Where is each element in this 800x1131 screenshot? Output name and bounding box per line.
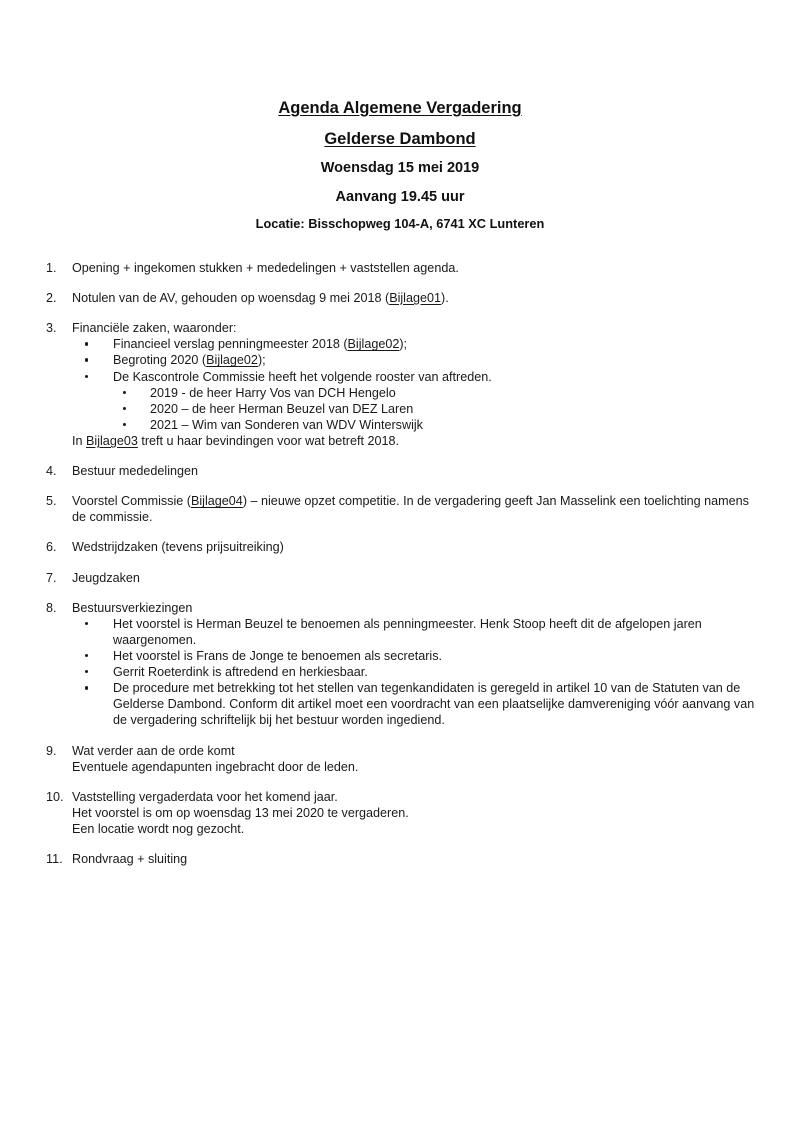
agenda-item-number: 9.: [46, 743, 57, 758]
agenda-item-9: [46, 743, 756, 775]
text-before-link: Voorstel Commissie (: [72, 494, 191, 509]
bullet-icon: [85, 622, 88, 625]
bullet-text: De Kascontrole Commissie heeft het volgende rooster van aftreden.: [113, 369, 492, 384]
text-after-link: ) – nieuwe opzet competitie. In de vergadering geeft Jan Masselink een toelichting namens de commissie.: [72, 494, 749, 525]
list-item: [85, 336, 756, 352]
attachment-link-bijlage03[interactable]: Bijlage03: [86, 433, 138, 448]
sub-bullet-text: 2020 – de heer Herman Beuzel van DEZ Laren: [150, 401, 414, 416]
heading-line-time: Aanvang 19.45 uur: [335, 188, 465, 205]
bullet-icon: [123, 407, 126, 410]
agenda-item-1: [46, 260, 756, 276]
agenda-item-number: 4.: [46, 464, 57, 479]
bullet-text: De procedure met betrekking tot het stellen van tegenkandidaten is geregeld in artikel 10 van de Statuten van de Gelderse Dambond. Conform dit artikel moet een voordracht van een plaatselijke damvereniging vóór aanvang van de vergadering schriftelijk bij het bestuur worden ingediend.: [113, 681, 755, 728]
bullet-text: Het voorstel is Frans de Jonge te benoemen als secretaris.: [113, 648, 442, 663]
agenda-item-3: [46, 320, 756, 449]
agenda-item-number: 1.: [46, 261, 57, 275]
bullet-icon: [85, 654, 88, 657]
bullet-text: Het voorstel is Herman Beuzel te benoemen als penningmeester. Henk Stoop heeft dit de afgelopen jaren waargenomen.: [113, 616, 702, 647]
text-before-link: Notulen van de AV, gehouden op woensdag 9 mei 2018 (: [72, 291, 390, 306]
text-before-link: Financieel verslag penningmeester 2018 (: [113, 337, 348, 352]
agenda-list: [46, 260, 756, 881]
heading-line-location: Locatie: Bisschopweg 104-A, 6741 XC Lunteren: [255, 216, 545, 231]
agenda-item-text: Jeugdzaken: [72, 570, 140, 585]
kascontrole-rooster-list: [113, 385, 756, 433]
agenda-item-text: Bestuur mededelingen: [72, 464, 199, 479]
list-item: [85, 616, 756, 648]
attachment-link-bijlage02[interactable]: Bijlage02: [347, 337, 400, 352]
list-item: [85, 352, 756, 368]
list-item: [85, 648, 756, 664]
agenda-item-subline: Het voorstel is om op woensdag 13 mei 2020 te vergaderen.: [72, 805, 409, 820]
agenda-item-text: Rondvraag + sluiting: [72, 852, 188, 867]
agenda-item-8: [46, 600, 756, 729]
agenda-item-text: Opening + ingekomen stukken + mededelingen + vaststellen agenda.: [72, 261, 459, 275]
text-after-link: treft u haar bevindingen voor wat betreft 2018.: [137, 433, 399, 448]
agenda-item-3-tail: [72, 433, 756, 449]
bullet-icon: [85, 375, 88, 378]
agenda-item-11: [46, 851, 756, 867]
agenda-item-4: [46, 463, 756, 479]
agenda-item-number: 3.: [46, 321, 57, 336]
text-after-link: );: [257, 353, 266, 368]
agenda-item-text: Financiële zaken, waaronder:: [72, 321, 237, 336]
agenda-item-number: 8.: [46, 600, 57, 615]
text-after-link: );: [399, 337, 408, 352]
agenda-item-number: 6.: [46, 540, 57, 555]
agenda-item-number: 7.: [46, 570, 57, 585]
agenda-item-text: Wat verder aan de orde komt: [72, 743, 235, 758]
bullet-icon: [85, 686, 88, 689]
bullet-text: Gerrit Roeterdink is aftredend en herkiesbaar.: [113, 665, 368, 680]
agenda-item-text: [72, 290, 756, 306]
agenda-item-text: Bestuursverkiezingen: [72, 600, 193, 615]
agenda-item-7: [46, 570, 756, 586]
agenda-item-number: 5.: [46, 494, 57, 509]
agenda-item-subline: Een locatie wordt nog gezocht.: [72, 821, 245, 836]
list-item: [85, 369, 756, 433]
agenda-item-text: Wedstrijdzaken (tevens prijsuitreiking): [72, 540, 284, 555]
bullet-icon: [85, 358, 88, 361]
agenda-item-text: [72, 493, 756, 525]
list-item: [85, 680, 756, 728]
bullet-icon: [85, 342, 88, 345]
attachment-link-bijlage02[interactable]: Bijlage02: [206, 353, 258, 368]
list-item: [123, 385, 756, 401]
list-item: [123, 401, 756, 417]
heading-title-text: Agenda Algemene Vergadering: [278, 99, 522, 117]
agenda-item-number: 11.: [46, 852, 63, 867]
heading-line-organization: [0, 131, 800, 148]
bullet-icon: [123, 423, 126, 426]
agenda-item-8-bullets: [72, 616, 756, 729]
heading-organization-text: Gelderse Dambond: [324, 129, 476, 148]
text-after-link: ).: [441, 291, 449, 306]
agenda-item-subline: Eventuele agendapunten ingebracht door de leden.: [72, 759, 359, 774]
agenda-item-text: Vaststelling vergaderdata voor het komend jaar.: [72, 789, 338, 804]
text-before-link: Begroting 2020 (: [113, 353, 207, 368]
sub-bullet-text: 2021 – Wim van Sonderen van WDV Winterswijk: [150, 417, 423, 432]
agenda-item-10: [46, 789, 756, 837]
heading-line-date: Woensdag 15 mei 2019: [320, 160, 480, 176]
list-item: [123, 417, 756, 433]
agenda-item-number: 2.: [46, 291, 57, 306]
agenda-item-6: [46, 539, 756, 555]
agenda-item-5: [46, 493, 756, 525]
sub-bullet-text: 2019 - de heer Harry Vos van DCH Hengelo: [150, 385, 396, 400]
heading-line-title: [0, 100, 800, 117]
document-heading: [0, 100, 800, 231]
agenda-item-3-bullets: [72, 336, 756, 433]
list-item: [85, 664, 756, 680]
agenda-item-2: [46, 290, 756, 306]
bullet-icon: [123, 391, 126, 394]
text-before-link: In: [72, 433, 87, 448]
agenda-item-number: 10.: [46, 789, 64, 804]
attachment-link-bijlage01[interactable]: Bijlage01: [389, 291, 442, 306]
bullet-icon: [85, 670, 88, 673]
attachment-link-bijlage04[interactable]: Bijlage04: [190, 494, 243, 509]
